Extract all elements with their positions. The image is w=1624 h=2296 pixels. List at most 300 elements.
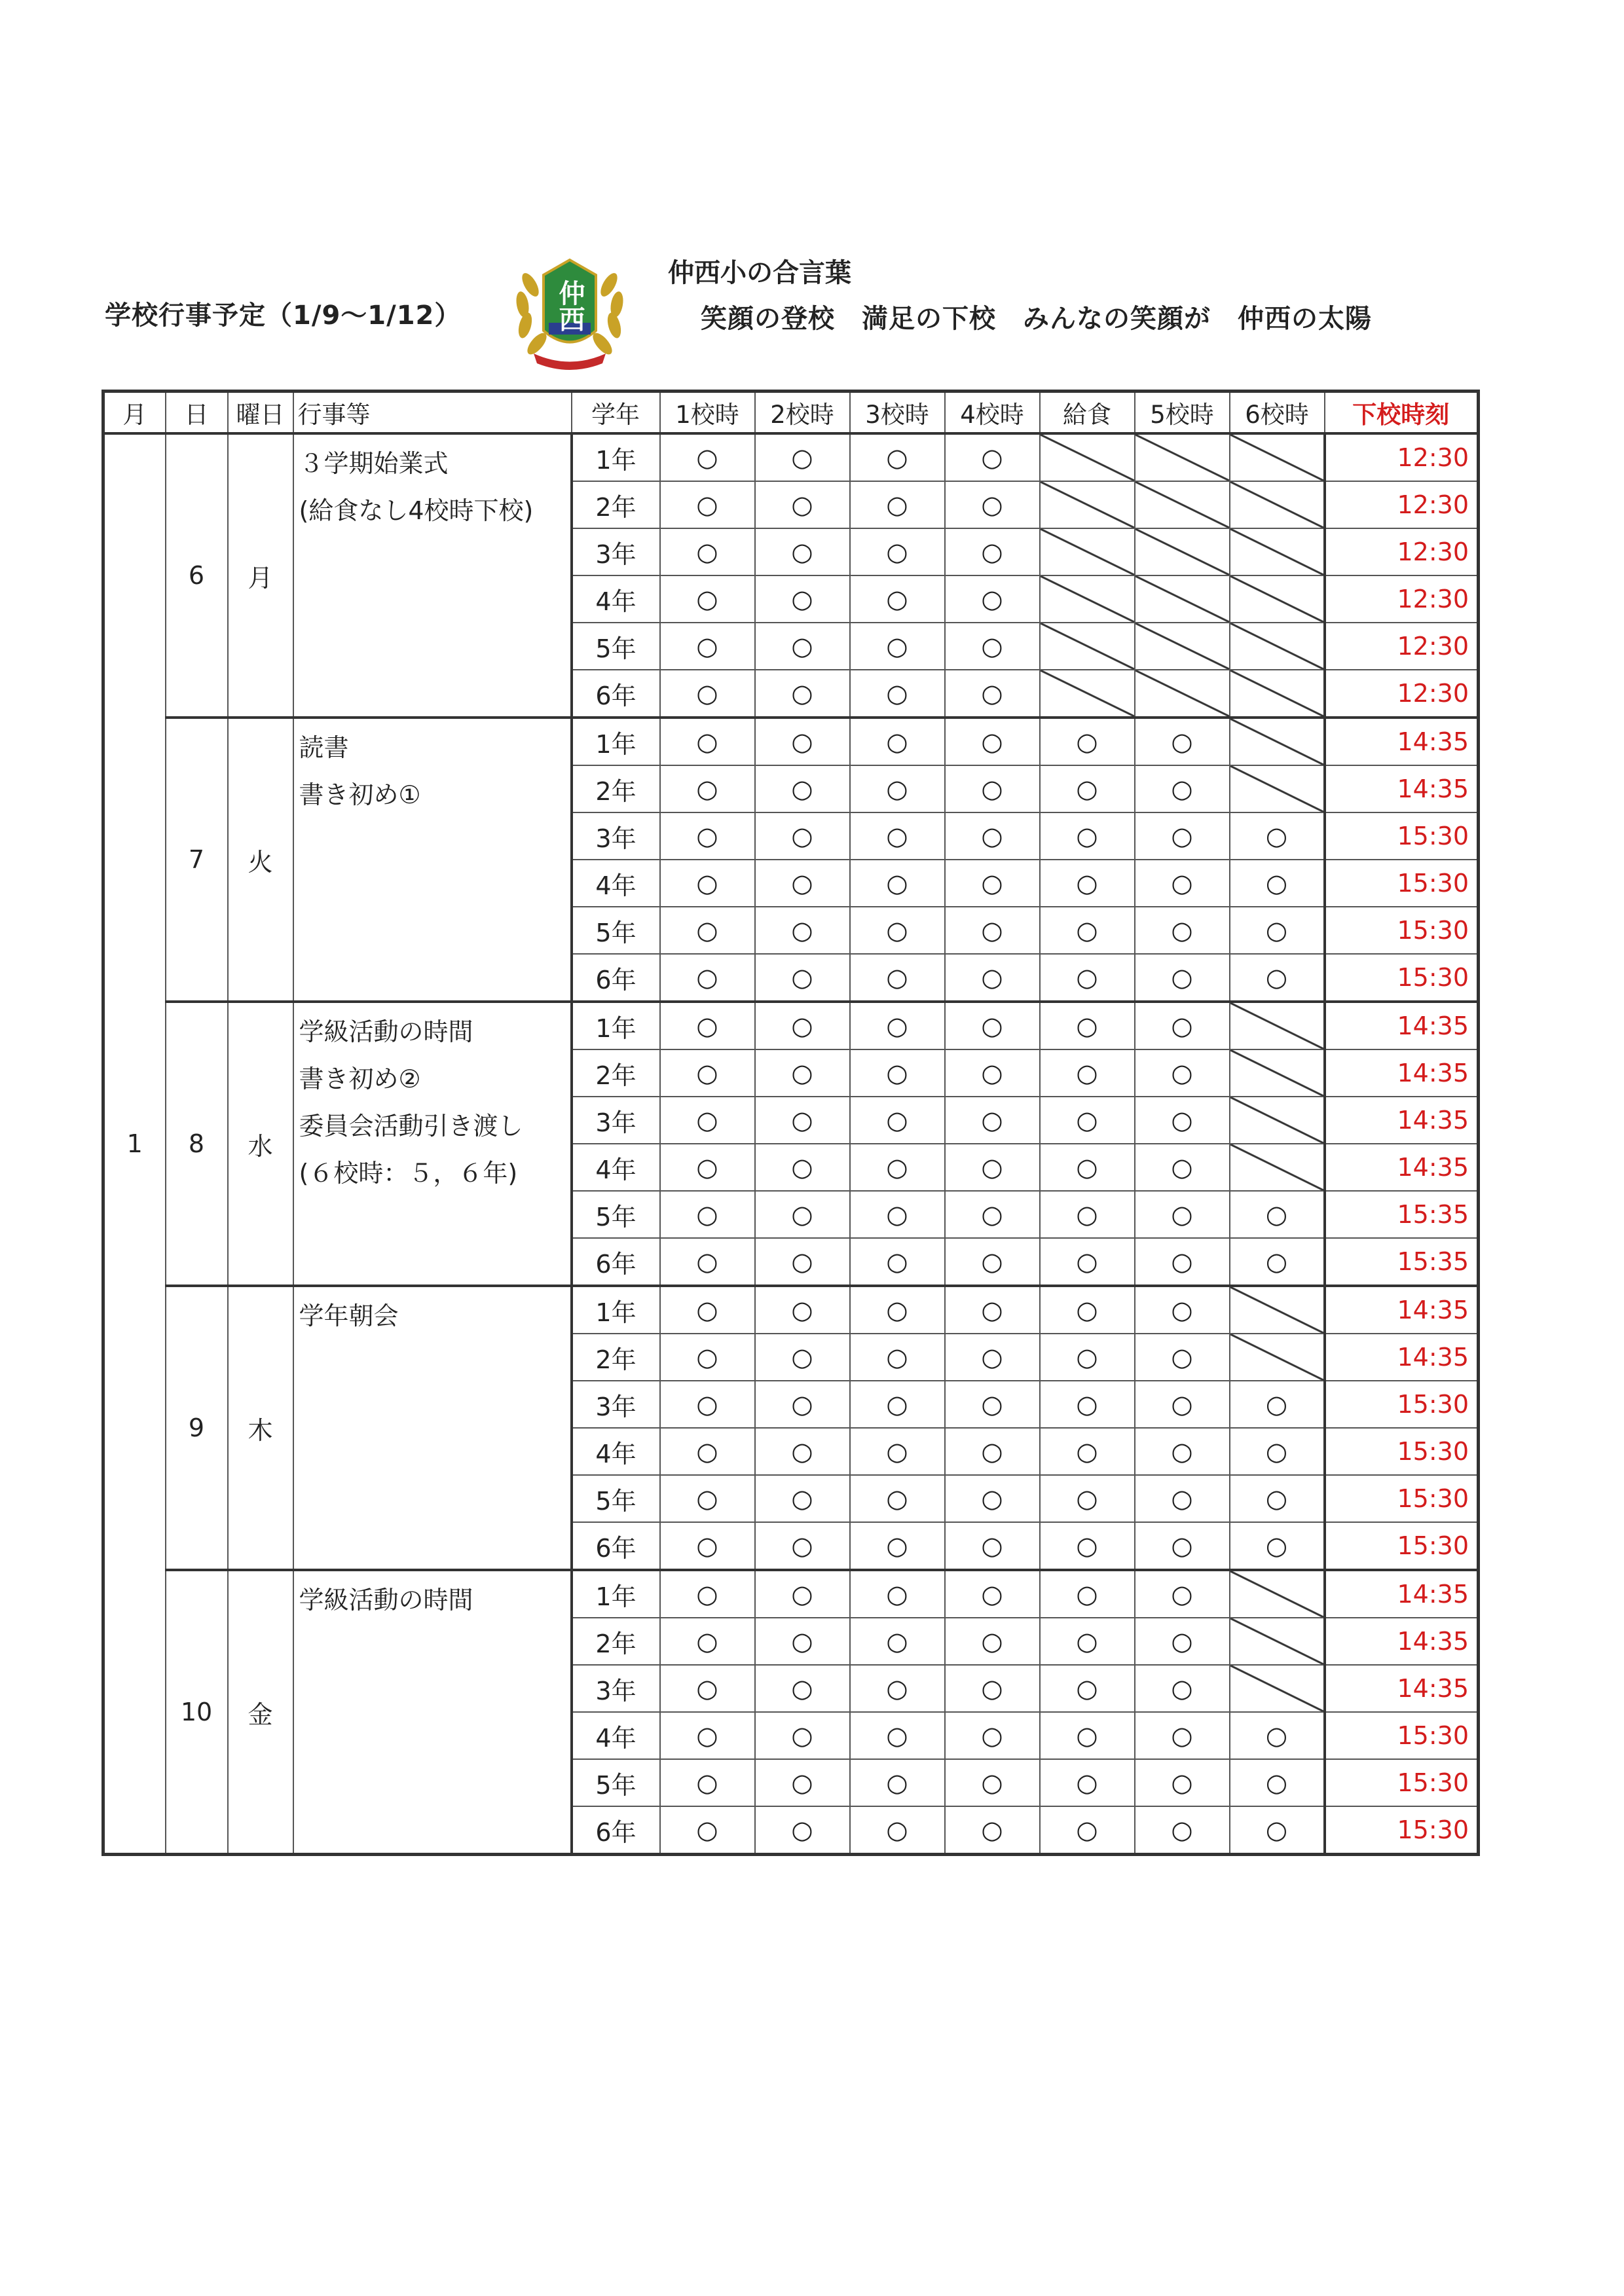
period-circle-mark: ○ [1135, 1144, 1230, 1191]
grade-cell: 3年 [572, 1097, 660, 1144]
period-circle-mark: ○ [1135, 1759, 1230, 1806]
period-circle-mark: ○ [945, 481, 1040, 528]
period-circle-mark: ○ [755, 481, 850, 528]
period-circle-mark: ○ [755, 765, 850, 812]
grade-cell: 3年 [572, 812, 660, 860]
period-slash-mark [1040, 575, 1135, 623]
period-slash-mark [1230, 1665, 1325, 1712]
dismissal-time: 14:35 [1325, 718, 1479, 765]
event-line: (給食なし4校時下校) [299, 496, 534, 525]
period-circle-mark: ○ [850, 1712, 945, 1759]
grade-cell: 6年 [572, 1522, 660, 1570]
dismissal-time: 14:35 [1325, 1144, 1479, 1191]
period-circle-mark: ○ [850, 1144, 945, 1191]
header-events: 行事等 [293, 392, 572, 434]
period-slash-mark [1230, 1286, 1325, 1334]
period-circle-mark: ○ [1230, 1191, 1325, 1238]
period-slash-mark [1135, 433, 1230, 481]
grade-cell: 6年 [572, 670, 660, 718]
period-circle-mark: ○ [755, 433, 850, 481]
period-circle-mark: ○ [1135, 1522, 1230, 1570]
period-circle-mark: ○ [1135, 1286, 1230, 1334]
period-circle-mark: ○ [660, 528, 755, 575]
grade-cell: 5年 [572, 623, 660, 670]
period-circle-mark: ○ [850, 1759, 945, 1806]
period-circle-mark: ○ [1135, 1618, 1230, 1665]
period-circle-mark: ○ [945, 1475, 1040, 1522]
grade-cell: 1年 [572, 1002, 660, 1049]
period-circle-mark: ○ [850, 481, 945, 528]
dismissal-time: 15:30 [1325, 812, 1479, 860]
dismissal-time: 15:30 [1325, 1806, 1479, 1855]
dismissal-time: 12:30 [1325, 575, 1479, 623]
events-cell [293, 1002, 572, 1286]
period-circle-mark: ○ [1040, 1002, 1135, 1049]
dismissal-time: 14:35 [1325, 1049, 1479, 1097]
period-circle-mark: ○ [660, 1238, 755, 1286]
period-circle-mark: ○ [850, 1428, 945, 1475]
period-circle-mark: ○ [850, 433, 945, 481]
period-circle-mark: ○ [1040, 1097, 1135, 1144]
table-row [103, 718, 1479, 765]
period-circle-mark: ○ [945, 860, 1040, 907]
period-circle-mark: ○ [850, 1334, 945, 1381]
period-circle-mark: ○ [1135, 1191, 1230, 1238]
period-circle-mark: ○ [1040, 1049, 1135, 1097]
header-weekday: 曜日 [228, 392, 293, 434]
period-circle-mark: ○ [850, 1286, 945, 1334]
period-circle-mark: ○ [755, 1334, 850, 1381]
dismissal-time: 15:30 [1325, 1381, 1479, 1428]
period-circle-mark: ○ [660, 481, 755, 528]
period-circle-mark: ○ [755, 1806, 850, 1855]
events-cell [293, 1286, 572, 1570]
day-cell: 8 [166, 1002, 228, 1286]
header-grade: 学年 [572, 392, 660, 434]
table-row [103, 1002, 1479, 1049]
motto-text: 笑顔の登校 満足の下校 みんなの笑顔が 仲西の太陽 [701, 304, 1372, 334]
period-circle-mark: ○ [1135, 1665, 1230, 1712]
period-circle-mark: ○ [850, 718, 945, 765]
header-day: 日 [166, 392, 228, 434]
period-circle-mark: ○ [660, 623, 755, 670]
period-circle-mark: ○ [755, 670, 850, 718]
grade-cell: 6年 [572, 1806, 660, 1855]
period-circle-mark: ○ [660, 1759, 755, 1806]
grade-cell: 4年 [572, 860, 660, 907]
dismissal-time: 12:30 [1325, 481, 1479, 528]
period-slash-mark [1230, 481, 1325, 528]
event-line: ３学期始業式 [299, 449, 449, 478]
period-slash-mark [1230, 1049, 1325, 1097]
period-circle-mark: ○ [945, 1002, 1040, 1049]
period-circle-mark: ○ [850, 1806, 945, 1855]
period-circle-mark: ○ [945, 1428, 1040, 1475]
dismissal-time: 14:35 [1325, 765, 1479, 812]
period-circle-mark: ○ [1135, 765, 1230, 812]
period-circle-mark: ○ [1040, 1522, 1135, 1570]
table-row [103, 433, 1479, 481]
grade-cell: 2年 [572, 481, 660, 528]
period-circle-mark: ○ [1230, 1475, 1325, 1522]
period-circle-mark: ○ [1230, 954, 1325, 1002]
period-circle-mark: ○ [755, 860, 850, 907]
period-circle-mark: ○ [755, 1191, 850, 1238]
emblem-text: 仲西 [555, 280, 585, 332]
period-circle-mark: ○ [945, 1712, 1040, 1759]
day-cell: 6 [166, 433, 228, 718]
schedule-body [103, 433, 1479, 1855]
page-title: 学校行事予定（1/9〜1/12） [105, 301, 462, 331]
period-circle-mark: ○ [660, 718, 755, 765]
period-circle-mark: ○ [945, 1334, 1040, 1381]
dismissal-time: 12:30 [1325, 433, 1479, 481]
period-circle-mark: ○ [755, 907, 850, 954]
period-circle-mark: ○ [755, 812, 850, 860]
period-slash-mark [1230, 670, 1325, 718]
period-slash-mark [1040, 528, 1135, 575]
header-period-2: 2校時 [755, 392, 850, 434]
period-circle-mark: ○ [1040, 907, 1135, 954]
weekday-cell: 木 [228, 1286, 293, 1570]
grade-cell: 4年 [572, 575, 660, 623]
period-circle-mark: ○ [1230, 812, 1325, 860]
period-circle-mark: ○ [755, 1238, 850, 1286]
period-circle-mark: ○ [1040, 1334, 1135, 1381]
period-slash-mark [1135, 623, 1230, 670]
period-circle-mark: ○ [660, 765, 755, 812]
period-circle-mark: ○ [1040, 718, 1135, 765]
period-circle-mark: ○ [660, 1286, 755, 1334]
period-slash-mark [1230, 1334, 1325, 1381]
period-circle-mark: ○ [1135, 1570, 1230, 1618]
period-circle-mark: ○ [660, 1381, 755, 1428]
period-circle-mark: ○ [660, 1002, 755, 1049]
period-circle-mark: ○ [945, 670, 1040, 718]
period-circle-mark: ○ [660, 1428, 755, 1475]
grade-cell: 1年 [572, 1286, 660, 1334]
period-circle-mark: ○ [660, 812, 755, 860]
weekday-cell: 火 [228, 718, 293, 1002]
period-circle-mark: ○ [850, 1097, 945, 1144]
period-circle-mark: ○ [1040, 812, 1135, 860]
period-circle-mark: ○ [660, 1618, 755, 1665]
period-circle-mark: ○ [1040, 1191, 1135, 1238]
event-line: 書き初め① [299, 780, 421, 809]
period-circle-mark: ○ [945, 1191, 1040, 1238]
event-line: 学級活動の時間 [299, 1017, 473, 1046]
period-circle-mark: ○ [945, 1097, 1040, 1144]
period-circle-mark: ○ [755, 1759, 850, 1806]
grade-cell: 2年 [572, 1334, 660, 1381]
period-circle-mark: ○ [850, 1475, 945, 1522]
period-circle-mark: ○ [945, 1144, 1040, 1191]
day-cell: 10 [166, 1570, 228, 1855]
period-slash-mark [1135, 528, 1230, 575]
period-slash-mark [1040, 481, 1135, 528]
period-slash-mark [1230, 623, 1325, 670]
period-circle-mark: ○ [945, 1570, 1040, 1618]
period-slash-mark [1135, 481, 1230, 528]
period-circle-mark: ○ [660, 1712, 755, 1759]
grade-cell: 4年 [572, 1712, 660, 1759]
table-row [103, 1286, 1479, 1334]
period-circle-mark: ○ [1230, 1428, 1325, 1475]
dismissal-time: 14:35 [1325, 1002, 1479, 1049]
period-circle-mark: ○ [755, 575, 850, 623]
grade-cell: 2年 [572, 1618, 660, 1665]
event-line: 委員会活動引き渡し [299, 1112, 523, 1140]
period-circle-mark: ○ [1040, 765, 1135, 812]
dismissal-time: 15:30 [1325, 954, 1479, 1002]
period-slash-mark [1040, 623, 1135, 670]
period-circle-mark: ○ [1040, 860, 1135, 907]
period-circle-mark: ○ [660, 1144, 755, 1191]
grade-cell: 3年 [572, 1665, 660, 1712]
period-circle-mark: ○ [1135, 860, 1230, 907]
period-circle-mark: ○ [660, 670, 755, 718]
period-circle-mark: ○ [850, 907, 945, 954]
period-circle-mark: ○ [1230, 1238, 1325, 1286]
dismissal-time: 15:35 [1325, 1191, 1479, 1238]
header-period-3: 3校時 [850, 392, 945, 434]
period-slash-mark [1230, 1570, 1325, 1618]
period-circle-mark: ○ [945, 954, 1040, 1002]
dismissal-time: 15:30 [1325, 907, 1479, 954]
dismissal-time: 15:35 [1325, 1238, 1479, 1286]
period-circle-mark: ○ [1230, 860, 1325, 907]
period-circle-mark: ○ [755, 718, 850, 765]
dismissal-time: 14:35 [1325, 1665, 1479, 1712]
event-line: 書き初め② [299, 1065, 421, 1093]
events-cell [293, 433, 572, 718]
period-slash-mark [1230, 1097, 1325, 1144]
dismissal-time: 15:30 [1325, 1475, 1479, 1522]
period-circle-mark: ○ [660, 1475, 755, 1522]
period-circle-mark: ○ [660, 1049, 755, 1097]
header-dismissal: 下校時刻 [1325, 392, 1479, 434]
period-circle-mark: ○ [1135, 812, 1230, 860]
period-slash-mark [1230, 575, 1325, 623]
period-circle-mark: ○ [1135, 1428, 1230, 1475]
period-circle-mark: ○ [850, 1002, 945, 1049]
period-circle-mark: ○ [945, 812, 1040, 860]
period-circle-mark: ○ [850, 1191, 945, 1238]
period-circle-mark: ○ [945, 575, 1040, 623]
period-circle-mark: ○ [850, 1665, 945, 1712]
period-circle-mark: ○ [945, 1238, 1040, 1286]
period-circle-mark: ○ [1040, 1665, 1135, 1712]
period-circle-mark: ○ [660, 954, 755, 1002]
period-circle-mark: ○ [1230, 907, 1325, 954]
period-circle-mark: ○ [1040, 1759, 1135, 1806]
period-slash-mark [1135, 575, 1230, 623]
dismissal-time: 15:30 [1325, 1428, 1479, 1475]
period-circle-mark: ○ [1135, 1334, 1230, 1381]
period-slash-mark [1230, 1144, 1325, 1191]
period-circle-mark: ○ [850, 954, 945, 1002]
dismissal-time: 14:35 [1325, 1286, 1479, 1334]
period-circle-mark: ○ [755, 1097, 850, 1144]
grade-cell: 6年 [572, 1238, 660, 1286]
grade-cell: 3年 [572, 1381, 660, 1428]
period-circle-mark: ○ [850, 812, 945, 860]
header-month: 月 [103, 392, 166, 434]
dismissal-time: 14:35 [1325, 1097, 1479, 1144]
period-slash-mark [1230, 718, 1325, 765]
period-circle-mark: ○ [755, 1049, 850, 1097]
period-circle-mark: ○ [850, 1570, 945, 1618]
period-circle-mark: ○ [1135, 1049, 1230, 1097]
period-circle-mark: ○ [755, 1144, 850, 1191]
weekday-cell: 金 [228, 1570, 293, 1855]
period-circle-mark: ○ [850, 575, 945, 623]
period-circle-mark: ○ [755, 623, 850, 670]
period-circle-mark: ○ [1040, 1144, 1135, 1191]
period-circle-mark: ○ [1040, 1286, 1135, 1334]
period-circle-mark: ○ [755, 528, 850, 575]
period-circle-mark: ○ [755, 1428, 850, 1475]
period-circle-mark: ○ [1135, 718, 1230, 765]
period-circle-mark: ○ [755, 1712, 850, 1759]
period-circle-mark: ○ [1135, 1475, 1230, 1522]
dismissal-time: 15:30 [1325, 860, 1479, 907]
period-circle-mark: ○ [660, 1570, 755, 1618]
period-circle-mark: ○ [755, 1522, 850, 1570]
period-circle-mark: ○ [660, 1334, 755, 1381]
period-circle-mark: ○ [945, 1522, 1040, 1570]
period-circle-mark: ○ [850, 670, 945, 718]
day-cell: 7 [166, 718, 228, 1002]
grade-cell: 6年 [572, 954, 660, 1002]
period-circle-mark: ○ [945, 765, 1040, 812]
grade-cell: 5年 [572, 907, 660, 954]
dismissal-time: 15:30 [1325, 1759, 1479, 1806]
period-circle-mark: ○ [1040, 1428, 1135, 1475]
table-row [103, 1570, 1479, 1618]
period-slash-mark [1135, 670, 1230, 718]
period-circle-mark: ○ [1040, 1238, 1135, 1286]
grade-cell: 4年 [572, 1428, 660, 1475]
dismissal-time: 14:35 [1325, 1570, 1479, 1618]
dismissal-time: 14:35 [1325, 1334, 1479, 1381]
grade-cell: 1年 [572, 1570, 660, 1618]
events-cell [293, 718, 572, 1002]
grade-cell: 2年 [572, 765, 660, 812]
period-circle-mark: ○ [1040, 954, 1135, 1002]
period-circle-mark: ○ [945, 1618, 1040, 1665]
dismissal-time: 15:30 [1325, 1522, 1479, 1570]
period-circle-mark: ○ [1230, 1759, 1325, 1806]
period-circle-mark: ○ [660, 575, 755, 623]
period-circle-mark: ○ [1230, 1712, 1325, 1759]
period-circle-mark: ○ [1040, 1618, 1135, 1665]
grade-cell: 1年 [572, 433, 660, 481]
period-circle-mark: ○ [850, 1381, 945, 1428]
period-circle-mark: ○ [1230, 1522, 1325, 1570]
period-circle-mark: ○ [1040, 1712, 1135, 1759]
period-circle-mark: ○ [660, 1097, 755, 1144]
period-circle-mark: ○ [1135, 1238, 1230, 1286]
period-slash-mark [1230, 1002, 1325, 1049]
period-circle-mark: ○ [850, 528, 945, 575]
period-circle-mark: ○ [1230, 1381, 1325, 1428]
period-circle-mark: ○ [945, 1049, 1040, 1097]
header-period-6: 6校時 [1230, 392, 1325, 434]
grade-cell: 1年 [572, 718, 660, 765]
period-circle-mark: ○ [945, 433, 1040, 481]
grade-cell: 3年 [572, 528, 660, 575]
period-circle-mark: ○ [660, 1665, 755, 1712]
period-circle-mark: ○ [850, 1522, 945, 1570]
period-circle-mark: ○ [660, 1191, 755, 1238]
weekday-cell: 月 [228, 433, 293, 718]
weekday-cell: 水 [228, 1002, 293, 1286]
period-slash-mark [1040, 670, 1135, 718]
period-circle-mark: ○ [945, 1665, 1040, 1712]
dismissal-time: 12:30 [1325, 528, 1479, 575]
period-circle-mark: ○ [755, 1665, 850, 1712]
period-circle-mark: ○ [1135, 1806, 1230, 1855]
period-circle-mark: ○ [660, 1522, 755, 1570]
event-line: (６校時：５，６年) [299, 1159, 518, 1188]
period-circle-mark: ○ [755, 1286, 850, 1334]
header-period-4: 4校時 [945, 392, 1040, 434]
grade-cell: 5年 [572, 1191, 660, 1238]
period-circle-mark: ○ [755, 1570, 850, 1618]
period-slash-mark [1230, 765, 1325, 812]
period-circle-mark: ○ [755, 954, 850, 1002]
period-circle-mark: ○ [755, 1002, 850, 1049]
dismissal-time: 15:30 [1325, 1712, 1479, 1759]
period-circle-mark: ○ [850, 860, 945, 907]
grade-cell: 5年 [572, 1759, 660, 1806]
period-circle-mark: ○ [660, 860, 755, 907]
period-circle-mark: ○ [660, 1806, 755, 1855]
period-circle-mark: ○ [850, 623, 945, 670]
period-circle-mark: ○ [945, 1381, 1040, 1428]
period-circle-mark: ○ [1135, 1097, 1230, 1144]
period-circle-mark: ○ [755, 1618, 850, 1665]
period-circle-mark: ○ [1135, 954, 1230, 1002]
header-lunch: 給食 [1040, 392, 1135, 434]
period-circle-mark: ○ [945, 623, 1040, 670]
period-circle-mark: ○ [1230, 1806, 1325, 1855]
dismissal-time: 12:30 [1325, 670, 1479, 718]
grade-cell: 4年 [572, 1144, 660, 1191]
dismissal-time: 14:35 [1325, 1618, 1479, 1665]
table-header-row [103, 392, 1479, 434]
period-circle-mark: ○ [945, 1806, 1040, 1855]
period-circle-mark: ○ [850, 765, 945, 812]
period-slash-mark [1230, 433, 1325, 481]
period-circle-mark: ○ [1135, 907, 1230, 954]
event-line: 読書 [299, 733, 349, 762]
period-slash-mark [1230, 1618, 1325, 1665]
period-circle-mark: ○ [1040, 1806, 1135, 1855]
period-circle-mark: ○ [945, 718, 1040, 765]
period-circle-mark: ○ [1040, 1381, 1135, 1428]
period-slash-mark [1230, 528, 1325, 575]
day-cell: 9 [166, 1286, 228, 1570]
period-circle-mark: ○ [945, 907, 1040, 954]
events-cell [293, 1570, 572, 1855]
dismissal-time: 12:30 [1325, 623, 1479, 670]
period-circle-mark: ○ [660, 907, 755, 954]
period-circle-mark: ○ [945, 528, 1040, 575]
period-circle-mark: ○ [1135, 1381, 1230, 1428]
period-circle-mark: ○ [1135, 1002, 1230, 1049]
